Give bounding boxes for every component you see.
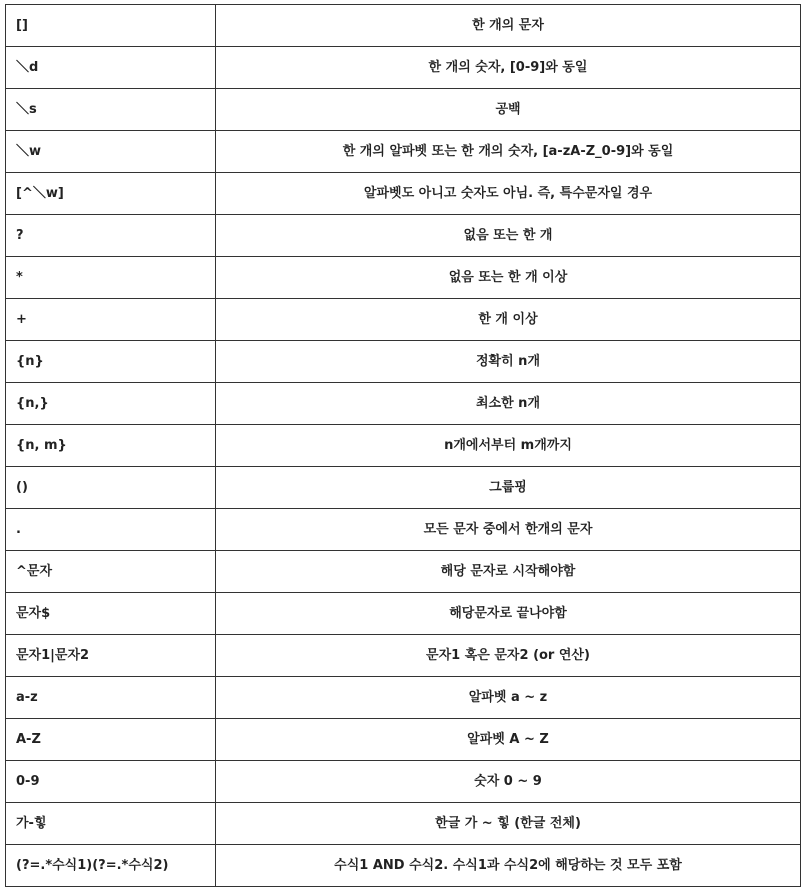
meaning-cell: 정확히 n개 [216, 341, 801, 383]
meaning-cell: 수식1 AND 수식2. 수식1과 수식2에 해당하는 것 모두 포함 [216, 845, 801, 887]
table-row [6, 635, 801, 677]
table-row [6, 383, 801, 425]
table-row [6, 593, 801, 635]
pattern-cell: 문자1|문자2 [6, 635, 216, 677]
table-row [6, 425, 801, 467]
meaning-cell: 그룹핑 [216, 467, 801, 509]
meaning-cell: 알파벳 A ~ Z [216, 719, 801, 761]
regex-table-body [6, 5, 801, 887]
meaning-cell: n개에서부터 m개까지 [216, 425, 801, 467]
table-row [6, 89, 801, 131]
meaning-cell: 최소한 n개 [216, 383, 801, 425]
pattern-cell: {n} [6, 341, 216, 383]
meaning-cell: 한글 가 ~ 힣 (한글 전체) [216, 803, 801, 845]
meaning-cell: 한 개의 문자 [216, 5, 801, 47]
meaning-cell: 없음 또는 한 개 [216, 215, 801, 257]
pattern-cell: + [6, 299, 216, 341]
meaning-cell: 숫자 0 ~ 9 [216, 761, 801, 803]
meaning-cell: 한 개 이상 [216, 299, 801, 341]
pattern-cell: {n,} [6, 383, 216, 425]
table-row [6, 131, 801, 173]
table-row [6, 467, 801, 509]
meaning-cell: 해당 문자로 시작해야함 [216, 551, 801, 593]
meaning-cell: 모든 문자 중에서 한개의 문자 [216, 509, 801, 551]
meaning-cell: 알파벳 a ~ z [216, 677, 801, 719]
table-row [6, 173, 801, 215]
table-row [6, 299, 801, 341]
regex-table [5, 4, 801, 887]
table-row [6, 257, 801, 299]
pattern-cell: ＼d [6, 47, 216, 89]
pattern-cell: 가-힣 [6, 803, 216, 845]
pattern-cell: [^＼w] [6, 173, 216, 215]
meaning-cell: 한 개의 알파벳 또는 한 개의 숫자, [a-zA-Z_0-9]와 동일 [216, 131, 801, 173]
pattern-cell: {n, m} [6, 425, 216, 467]
pattern-cell: ^문자 [6, 551, 216, 593]
table-row [6, 719, 801, 761]
table-row [6, 677, 801, 719]
meaning-cell: 한 개의 숫자, [0-9]와 동일 [216, 47, 801, 89]
table-row [6, 803, 801, 845]
pattern-cell: 문자$ [6, 593, 216, 635]
table-row [6, 5, 801, 47]
table-row [6, 215, 801, 257]
meaning-cell: 공백 [216, 89, 801, 131]
table-row [6, 845, 801, 887]
table-row [6, 47, 801, 89]
table-row [6, 761, 801, 803]
pattern-cell: ＼w [6, 131, 216, 173]
pattern-cell: a-z [6, 677, 216, 719]
pattern-cell: (?=.*수식1)(?=.*수식2) [6, 845, 216, 887]
regex-table-container [5, 4, 800, 887]
pattern-cell: 0-9 [6, 761, 216, 803]
table-row [6, 551, 801, 593]
pattern-cell: [] [6, 5, 216, 47]
pattern-cell: . [6, 509, 216, 551]
pattern-cell: () [6, 467, 216, 509]
pattern-cell: ＼s [6, 89, 216, 131]
table-row [6, 341, 801, 383]
meaning-cell: 해당문자로 끝나야함 [216, 593, 801, 635]
meaning-cell: 없음 또는 한 개 이상 [216, 257, 801, 299]
pattern-cell: A-Z [6, 719, 216, 761]
meaning-cell: 알파벳도 아니고 숫자도 아님. 즉, 특수문자일 경우 [216, 173, 801, 215]
pattern-cell: ? [6, 215, 216, 257]
pattern-cell: * [6, 257, 216, 299]
table-row [6, 509, 801, 551]
meaning-cell: 문자1 혹은 문자2 (or 연산) [216, 635, 801, 677]
